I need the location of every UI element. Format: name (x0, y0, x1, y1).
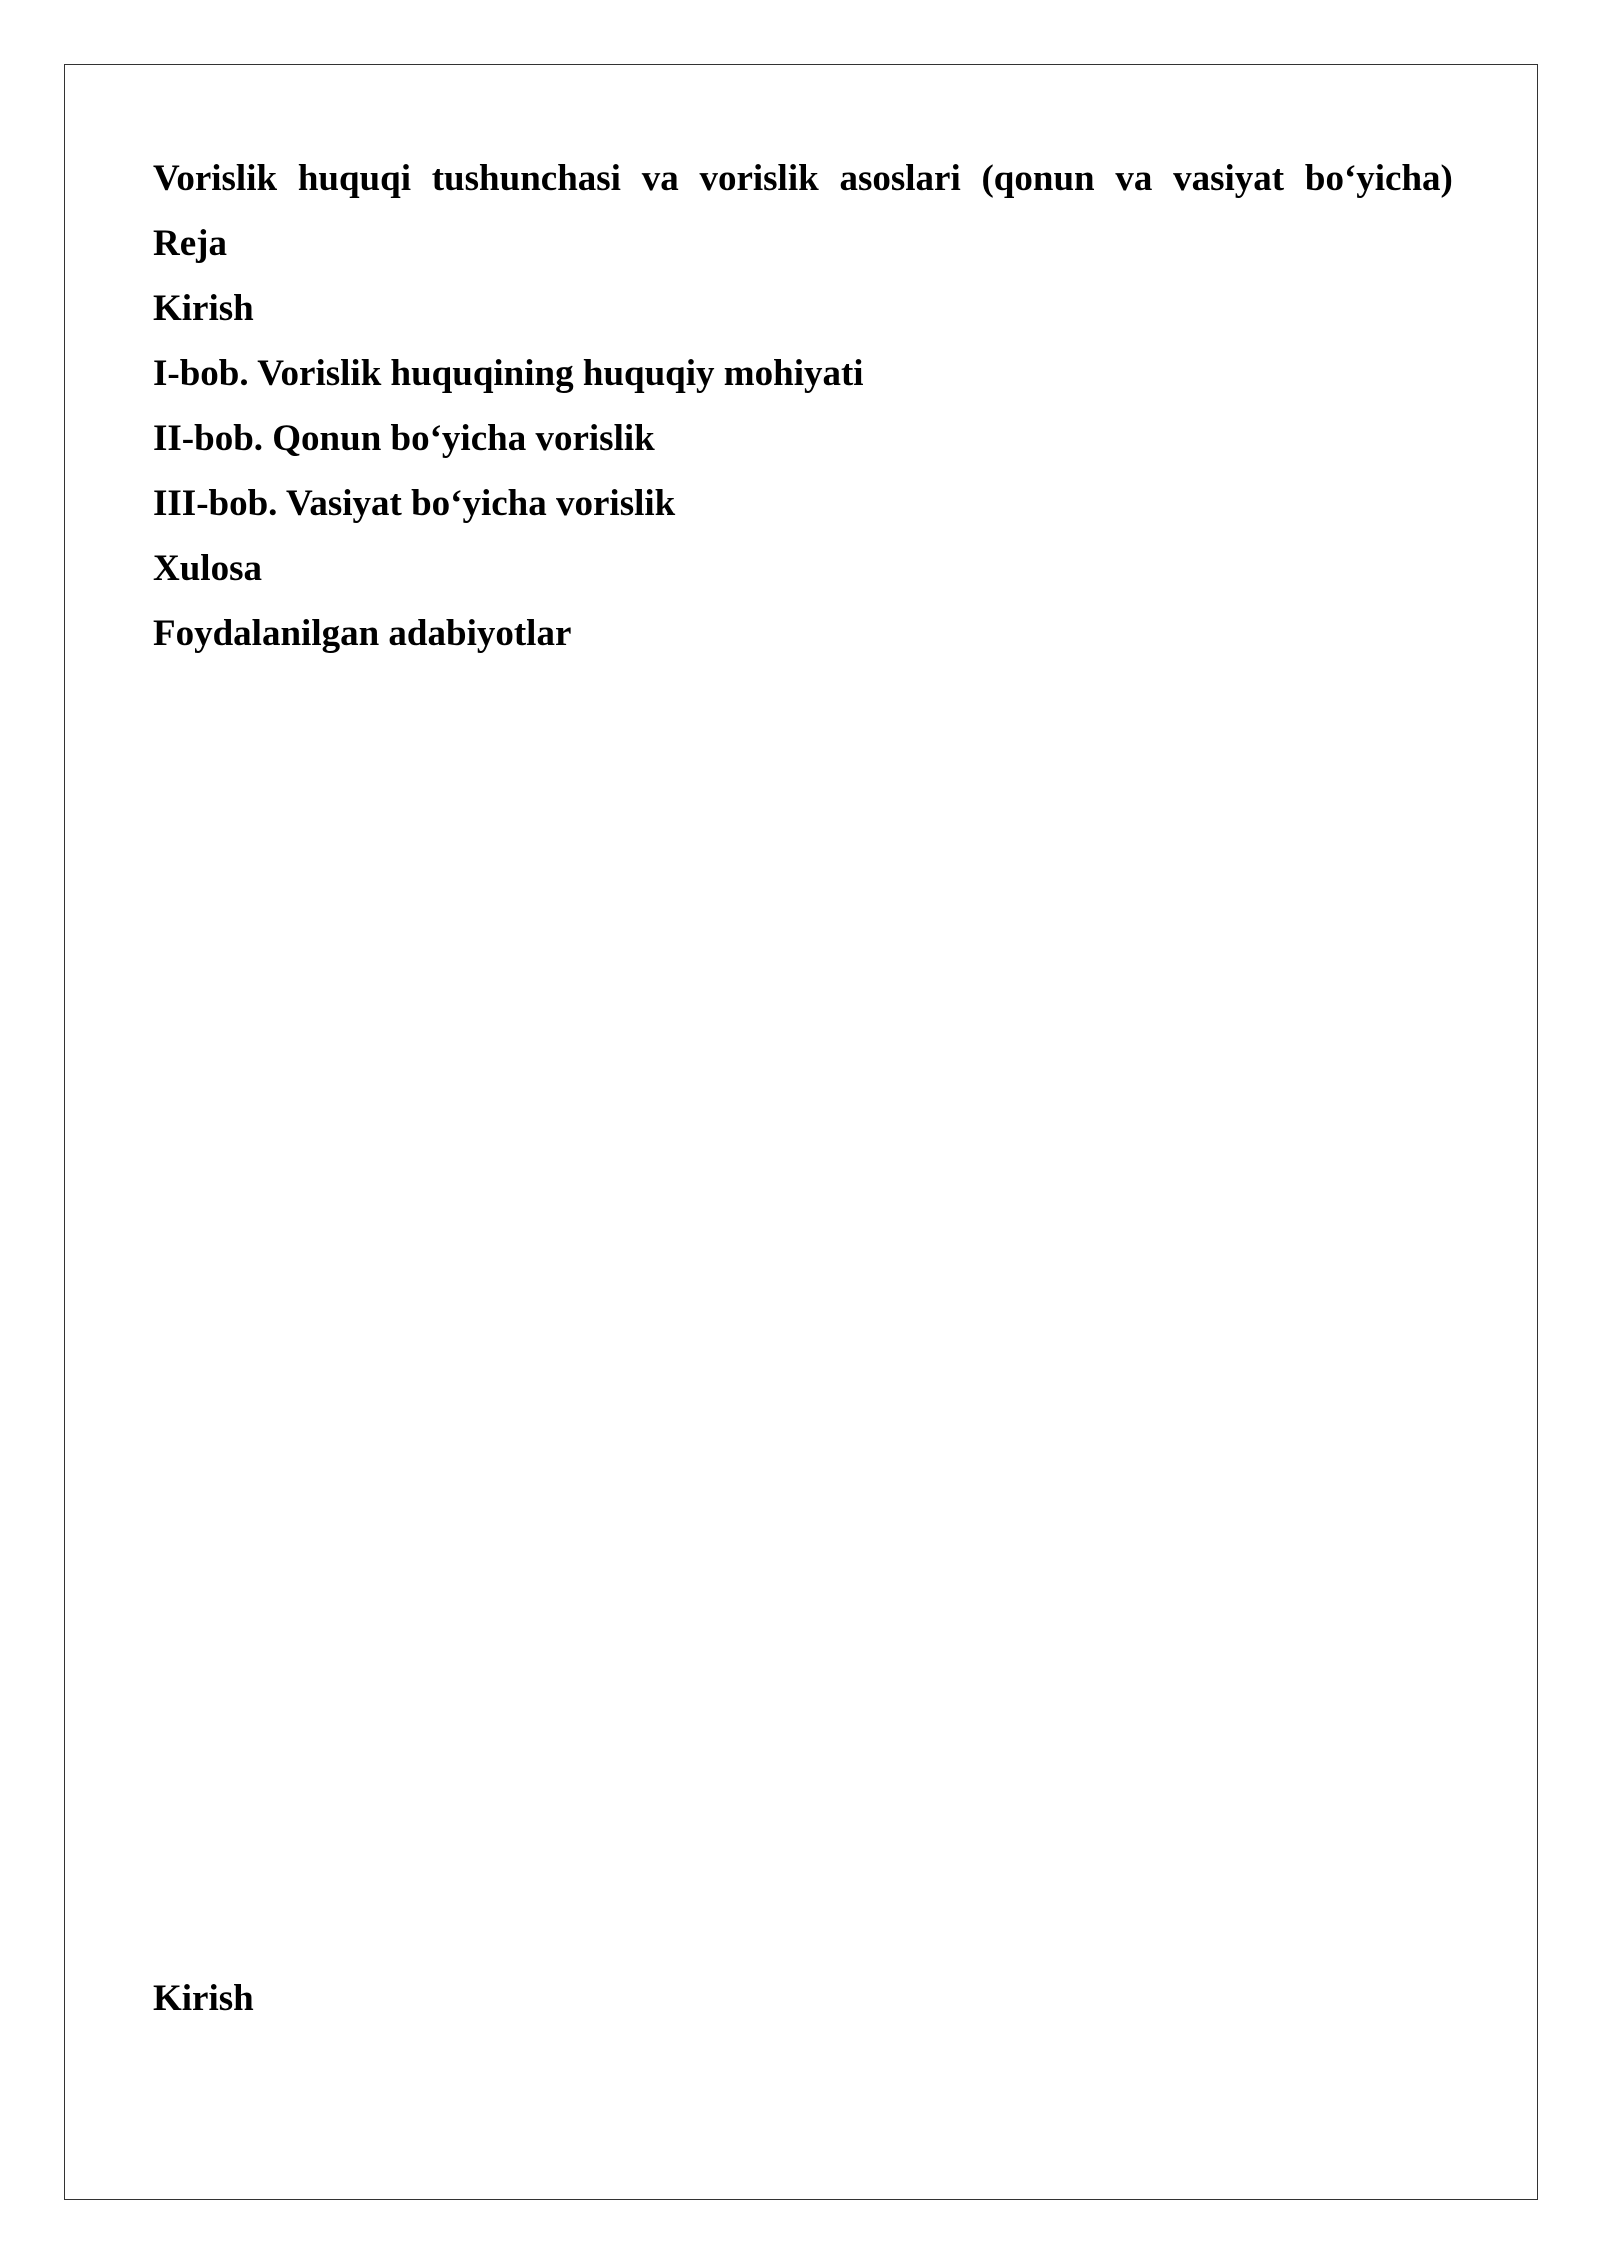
document-title (153, 146, 1453, 211)
toc-item-references: Foydalanilgan adabiyotlar (153, 613, 572, 654)
section-heading-introduction: Kirish (153, 1978, 254, 2019)
title-word: Vorislik (153, 158, 278, 199)
toc-item-conclusion: Xulosa (153, 548, 262, 589)
toc-item-chapter-3: III-bob. Vasiyat bo‘yicha vorislik (153, 483, 676, 524)
title-word: (qonun (981, 158, 1095, 199)
title-word: bo‘yicha) (1304, 158, 1453, 199)
title-word: vorislik (699, 158, 819, 199)
document-body (153, 146, 1453, 666)
title-word: va (1115, 158, 1153, 199)
plan-heading: Reja (153, 223, 227, 264)
title-word: asoslari (839, 158, 961, 199)
toc-item-chapter-2: II-bob. Qonun bo‘yicha vorislik (153, 418, 655, 459)
title-word: tushunchasi (431, 158, 621, 199)
toc-item-introduction: Kirish (153, 288, 254, 329)
toc-item-chapter-1: I-bob. Vorislik huquqining huquqiy mohiyati (153, 353, 864, 394)
title-word: vasiyat (1173, 158, 1285, 199)
title-word: va (641, 158, 679, 199)
title-word: huquqi (297, 158, 411, 199)
